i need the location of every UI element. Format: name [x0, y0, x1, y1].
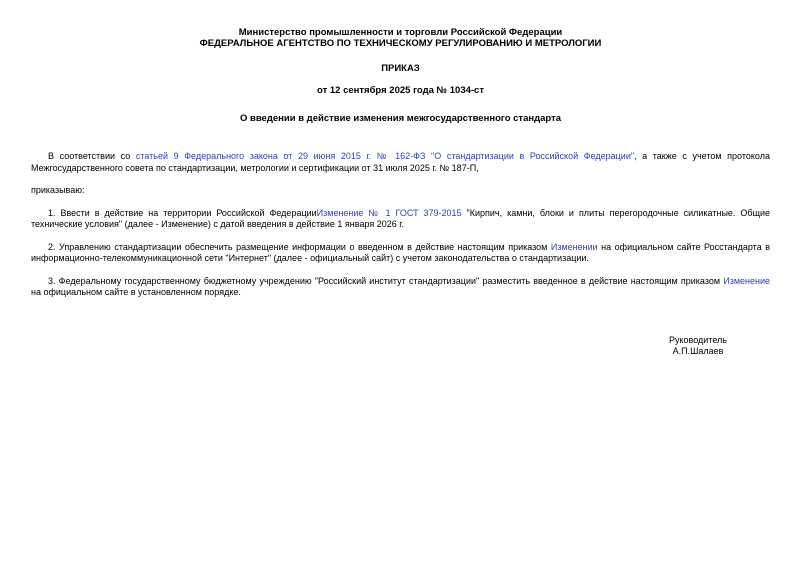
signature-name: А.П.Шалаев: [672, 346, 724, 356]
signature-position: Руководитель: [669, 334, 727, 345]
doc-date-number: от 12 сентября 2025 года № 1034-ст: [317, 85, 484, 96]
law-reference-link[interactable]: статьей 9 Федерального закона от 29 июня 2015 г. № 162-ФЗ "О стандартизации в Российской Федерации": [135, 151, 635, 161]
order-item-1: [31, 208, 770, 231]
ministry-line: Министерство промышленности и торговли Российской Федерации: [238, 27, 563, 38]
amendment-link-3[interactable]: Изменение: [723, 275, 770, 286]
agency-line: ФЕДЕРАЛЬНОЕ АГЕНТСТВО ПО ТЕХНИЧЕСКОМУ РЕГУЛИРОВАНИЮ И МЕТРОЛОГИИ: [199, 38, 602, 49]
signature-block: [638, 335, 758, 358]
document-body: [31, 151, 770, 358]
preamble-text-after: , а также с учетом протокола Межгосударственного совета по стандартизации, метрологии и сертификации от 31 июля 2025 г. № 187-П,: [31, 151, 770, 173]
amendment-link-2[interactable]: Изменении: [550, 241, 598, 252]
item1-text-after: "Кирпич, камни, блоки и плиты перегородочные силикатные. Общие технические условия" (далее - Изменение) с датой введения в действие 1 января 2026 г.: [31, 207, 771, 229]
order-item-2: [31, 242, 770, 265]
preamble-text-before: В соответствии со: [48, 151, 136, 161]
doc-type-title: ПРИКАЗ: [381, 63, 420, 74]
order-item-3: [31, 276, 770, 299]
item2-text-before: 2. Управлению стандартизации обеспечить размещение информации о введенном в действие настоящим приказом: [48, 241, 551, 252]
document-header: [31, 27, 770, 124]
item3-text-before: 3. Федеральному государственному бюджетному учреждению "Российский институт стандартизации" разместить введенное в действие настоящим приказом: [48, 275, 724, 286]
item2-text-after: на официальном сайте Росстандарта в информационно-телекоммуникационной сети "Интернет" (далее - официальный сайт) с учетом законодательства о стандартизации.: [31, 241, 770, 263]
doc-subject: О введении в действие изменения межгосударственного стандарта: [239, 113, 562, 124]
item3-text-after: на официальном сайте в установленном порядке.: [31, 287, 241, 297]
gost-amendment-link[interactable]: Изменение № 1 ГОСТ 379-2015: [316, 207, 462, 218]
order-word: приказываю:: [31, 185, 85, 195]
preamble-paragraph: [31, 151, 770, 174]
item1-text-before: 1. Ввести в действие на территории Российской Федерации: [48, 207, 317, 218]
